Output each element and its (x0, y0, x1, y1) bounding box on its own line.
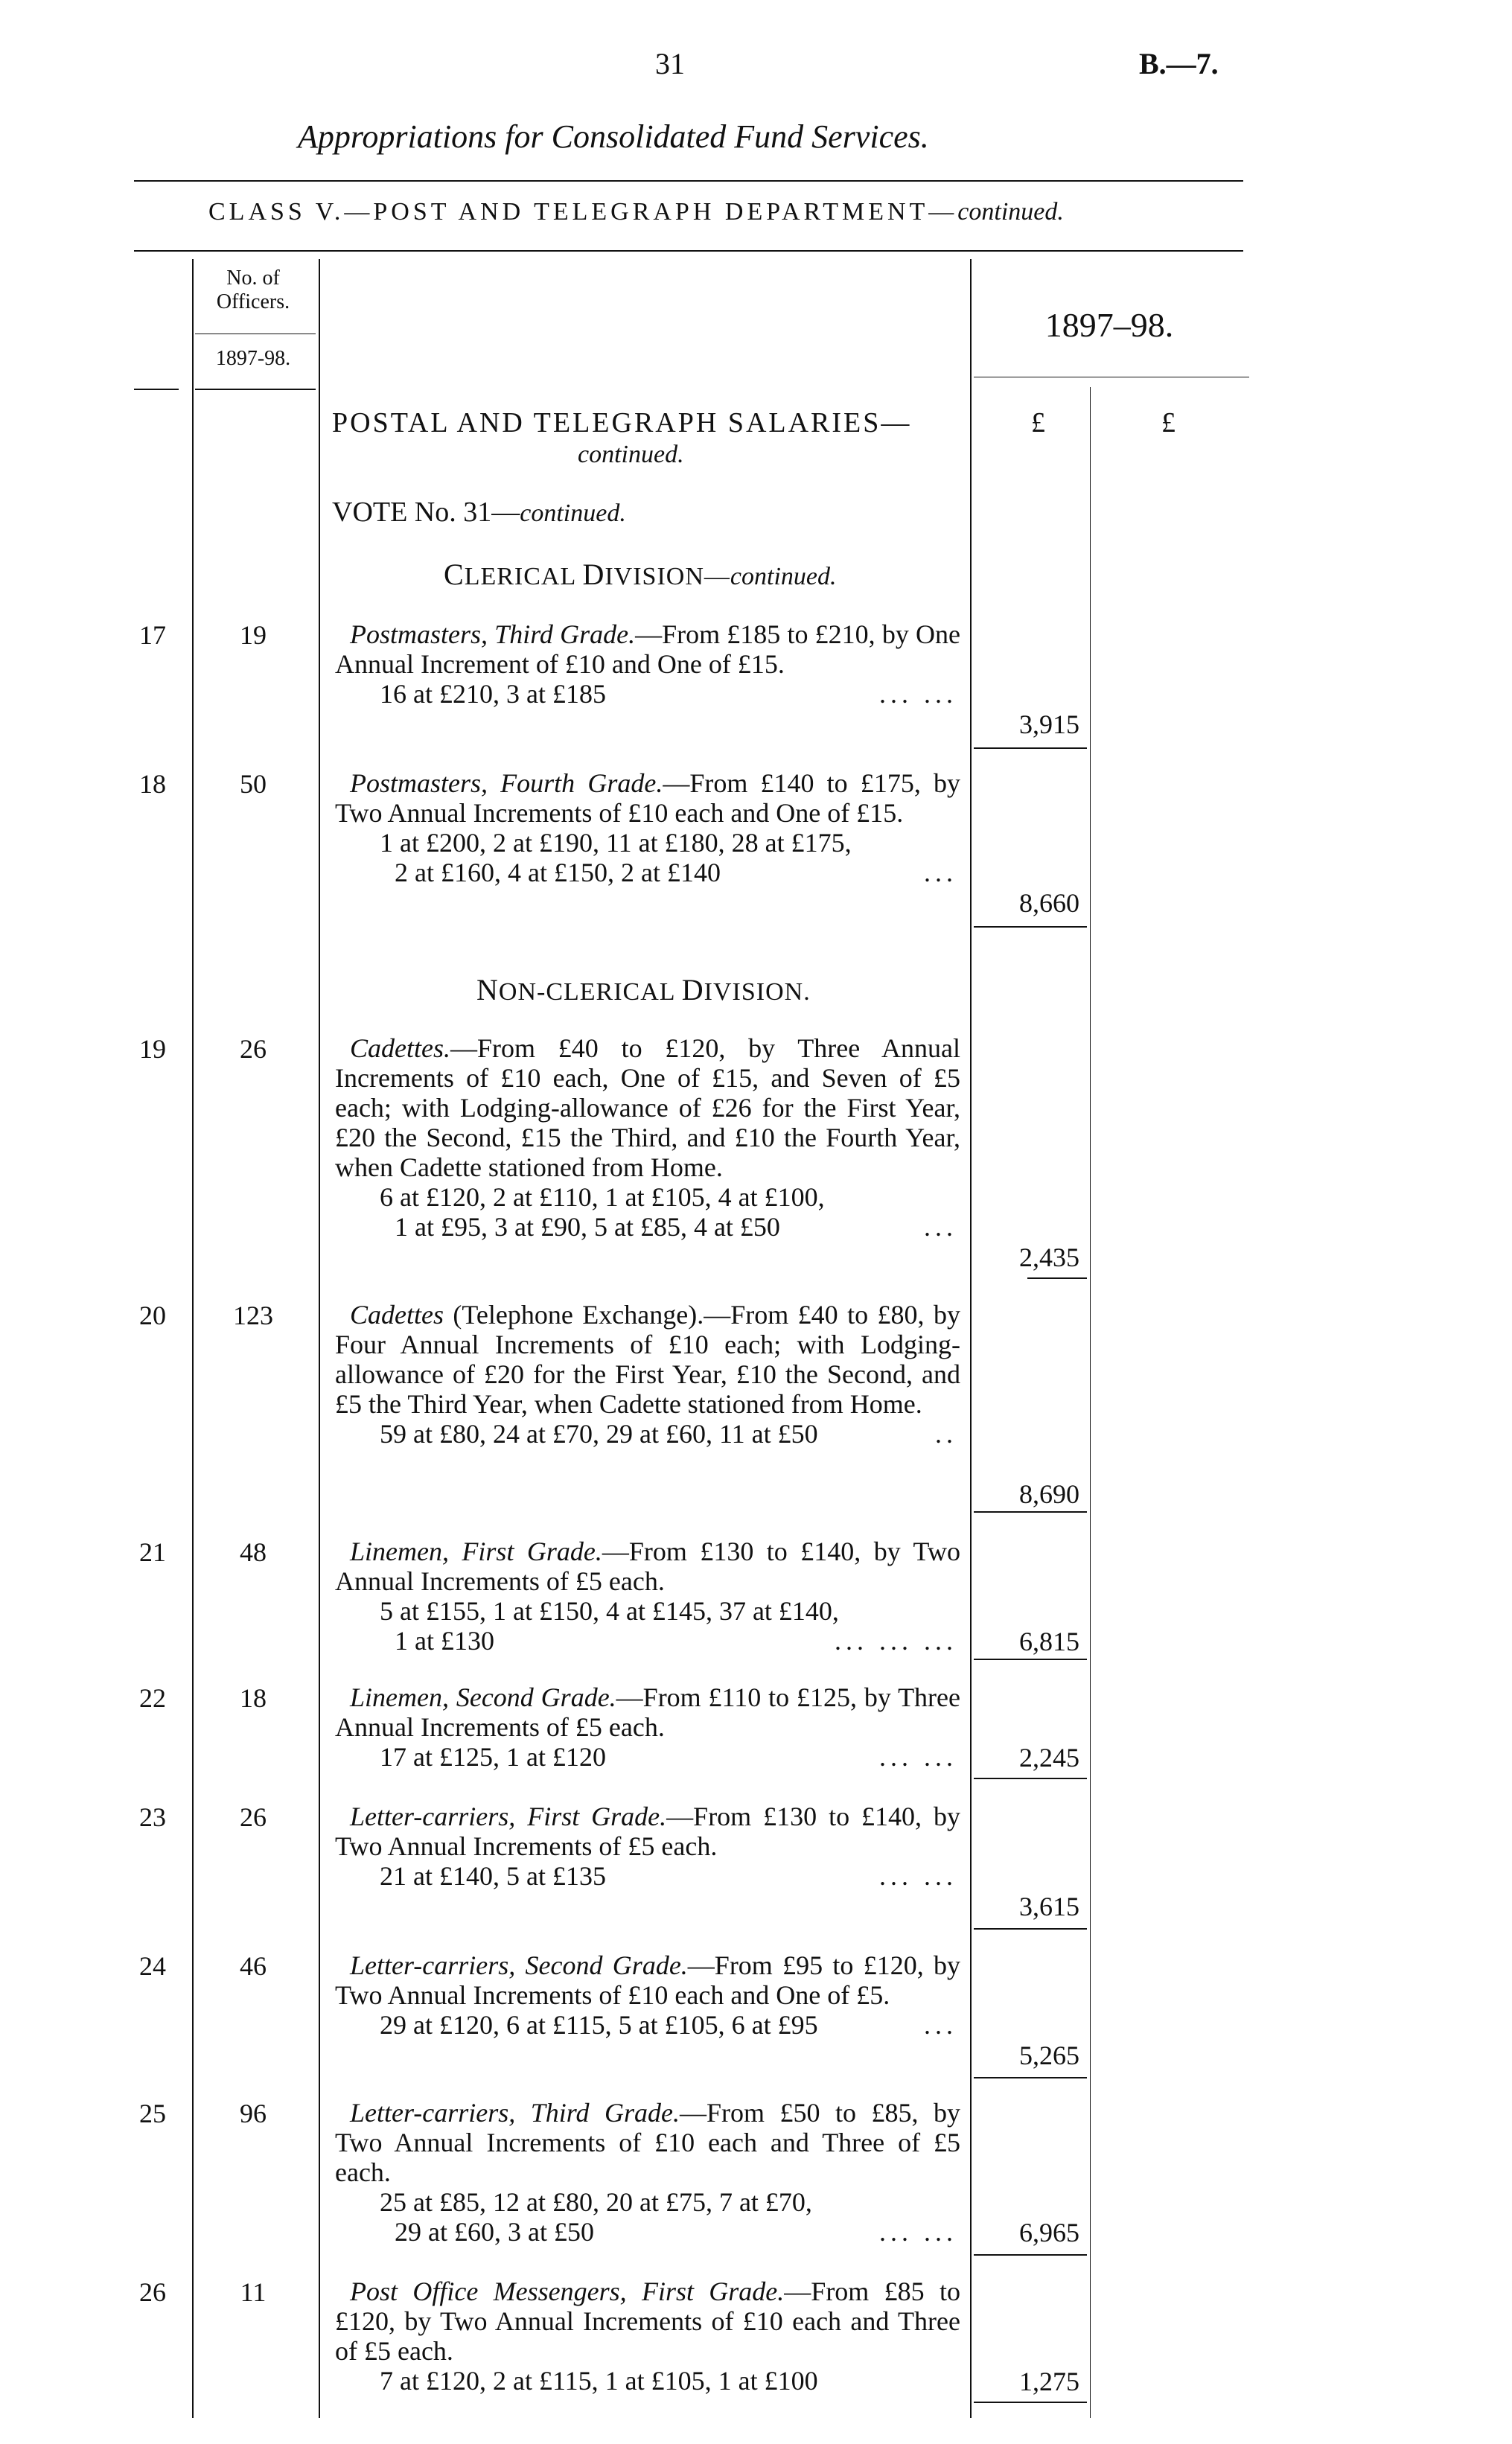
class-rule (134, 250, 1243, 252)
item-text: —From £40 to £120, by Three Annual Increments of £10 each, One of £15, and Seven of £5 each; with Lodging-allowance of £26 for the First Year, £20 the Second, £15 the Third, and £10 the Fourth Year, when Cadette stationed from Home. (335, 1033, 960, 1182)
leader-dots: ... ... (879, 679, 957, 709)
item-amount: 3,915 (1019, 709, 1079, 739)
officers-count: 26 (240, 1034, 267, 1064)
class-title-main: CLASS V.—POST AND TELEGRAPH DEPARTMENT— (208, 198, 958, 226)
amount-rule (974, 1778, 1087, 1779)
officers-count: 11 (240, 2277, 267, 2307)
officers-count: 18 (240, 1683, 267, 1713)
item-detail: 16 at £210, 3 at £185 (380, 679, 606, 709)
item-text: —From £185 to £210, by One Annual Increment of £10 and One of £15. (335, 619, 960, 679)
item-amount: 6,965 (1019, 2218, 1079, 2247)
amount-rule (974, 2254, 1087, 2256)
item-detail: 5 at £155, 1 at £150, 4 at £145, 37 at £140, (380, 1596, 839, 1626)
item-detail: 6 at £120, 2 at £110, 1 at £105, 4 at £100, (380, 1182, 825, 1212)
amount-column-year: 1897–98. (1044, 306, 1174, 344)
non-clerical-division-heading: NON-CLERICAL DIVISION. (476, 973, 811, 1006)
item-title: Postmasters, Third Grade. (350, 619, 636, 649)
item-number: 24 (139, 1951, 166, 1981)
leader-dots: ... ... ... (835, 1626, 957, 1656)
column-rule-4 (1090, 387, 1091, 2418)
item-title: Post Office Messengers, First Grade. (350, 2277, 785, 2306)
officers-count: 50 (240, 769, 267, 799)
item-number: 19 (139, 1034, 166, 1064)
header-bottom-rule-left (134, 389, 179, 390)
item-text: —From £50 to £85, by Two Annual Increments of £10 each and Three of £5 each. (335, 2098, 960, 2187)
item-description (335, 1950, 960, 2040)
item-amount: 2,245 (1019, 1743, 1079, 1773)
column-rule-2 (319, 259, 320, 2418)
section-title: POSTAL AND TELEGRAPH SALARIES— (332, 407, 912, 438)
amount-rule (974, 1511, 1087, 1513)
document-reference: B.—7. (1139, 47, 1219, 80)
leader-dots: ... ... (879, 2217, 957, 2247)
page-number: 31 (655, 47, 685, 80)
class-title (208, 198, 1064, 226)
header-bottom-rule-officers (195, 389, 316, 390)
clerical-division-heading: CLERICAL DIVISION—continued. (444, 558, 837, 591)
item-description (335, 1033, 960, 1242)
item-title: Cadettes (350, 1300, 444, 1330)
item-number: 26 (139, 2277, 166, 2307)
item-detail: 17 at £125, 1 at £120 (380, 1742, 606, 1772)
item-detail: 59 at £80, 24 at £70, 29 at £60, 11 at £50 (380, 1419, 818, 1449)
item-text: —From £130 to £140, by Two Annual Increments of £5 each. (335, 1802, 960, 1861)
vote-continued: continued. (520, 500, 626, 527)
item-amount: 6,815 (1019, 1627, 1079, 1656)
item-title: Postmasters, Fourth Grade. (350, 768, 663, 798)
item-text: (Telephone Exchange).—From £40 to £80, by Four Annual Increments of £10 each; with Lodging-allowance of £20 for the First Year, £10 the Second, and £5 the Third Year, when Cadette stationed from Home. (335, 1300, 960, 1419)
page-subtitle: Appropriations for Consolidated Fund Services. (298, 118, 929, 155)
item-detail: 29 at £60, 3 at £50 (395, 2217, 594, 2247)
amount-rule (974, 2077, 1087, 2078)
item-description (335, 1802, 960, 1891)
leader-dots: ... ... (879, 1861, 957, 1891)
item-title: Linemen, First Grade. (350, 1537, 602, 1566)
officers-column-year: 1897-98. (215, 347, 291, 370)
amount-rule (974, 2402, 1087, 2403)
item-text: —From £140 to £175, by Two Annual Increments of £10 each and One of £15. (335, 768, 960, 828)
item-amount: 1,275 (1019, 2367, 1079, 2396)
item-number: 20 (139, 1301, 166, 1330)
item-amount: 8,660 (1019, 888, 1079, 918)
leader-dots: ... (924, 858, 957, 887)
item-detail: 1 at £200, 2 at £190, 11 at £180, 28 at £175, (380, 828, 852, 858)
item-amount: 3,615 (1019, 1892, 1079, 1921)
item-detail: 25 at £85, 12 at £80, 20 at £75, 7 at £70, (380, 2187, 812, 2217)
leader-dots: .. (935, 1419, 957, 1449)
officers-count: 96 (240, 2099, 267, 2128)
item-description (335, 1537, 960, 1656)
leader-dots: ... ... (879, 1742, 957, 1772)
amount-rule (974, 747, 1087, 749)
item-number: 25 (139, 2099, 166, 2128)
item-detail: 1 at £130 (395, 1626, 494, 1656)
item-number: 22 (139, 1683, 166, 1713)
item-description (335, 2098, 960, 2247)
amount-rule (974, 1659, 1087, 1660)
item-description (335, 2277, 960, 2396)
officers-count: 19 (240, 620, 267, 650)
item-detail: 29 at £120, 6 at £115, 5 at £105, 6 at £95 (380, 2010, 818, 2040)
section-title-continued: continued. (578, 441, 684, 468)
item-detail: 7 at £120, 2 at £115, 1 at £105, 1 at £100 (380, 2366, 818, 2396)
officers-column-label: No. of Officers. (216, 267, 290, 313)
item-title: Letter-carriers, Third Grade. (350, 2098, 680, 2128)
item-description (335, 768, 960, 887)
item-detail: 21 at £140, 5 at £135 (380, 1861, 606, 1891)
item-number: 17 (139, 620, 166, 650)
item-text: —From £130 to £140, by Two Annual Increments of £5 each. (335, 1537, 960, 1596)
header-rule (134, 180, 1243, 182)
column-rule-1 (192, 259, 194, 2418)
item-text: —From £95 to £120, by Two Annual Increments of £10 each and One of £5. (335, 1950, 960, 2010)
class-title-continued: continued. (957, 198, 1064, 226)
item-title: Letter-carriers, First Grade. (350, 1802, 667, 1831)
item-text: —From £110 to £125, by Three Annual Increments of £5 each. (335, 1682, 960, 1742)
leader-dots (818, 2366, 960, 2396)
vote-heading (332, 496, 626, 529)
officers-count: 26 (240, 1802, 267, 1832)
item-detail: 2 at £160, 4 at £150, 2 at £140 (395, 858, 721, 887)
item-number: 21 (139, 1537, 166, 1567)
pound-sign-column-2: £ (1161, 407, 1176, 438)
item-title: Linemen, Second Grade. (350, 1682, 616, 1712)
item-detail: 1 at £95, 3 at £90, 5 at £85, 4 at £50 (395, 1212, 780, 1242)
item-description (335, 1300, 960, 1449)
item-text: —From £85 to £120, by Two Annual Increments of £10 each and Three of £5 each. (335, 2277, 960, 2366)
pound-sign-column-1: £ (1031, 407, 1045, 438)
officers-count: 46 (240, 1951, 267, 1981)
vote-label: VOTE No. 31— (332, 497, 520, 528)
leader-dots: ... (924, 1212, 957, 1242)
item-description (335, 619, 960, 709)
item-title: Cadettes. (350, 1033, 450, 1063)
officers-count: 123 (233, 1301, 273, 1330)
amount-rule (974, 1928, 1087, 1930)
item-description (335, 1682, 960, 1772)
item-amount: 8,690 (1019, 1479, 1079, 1509)
amount-rule (1027, 1277, 1087, 1279)
column-rule-3 (970, 259, 972, 2418)
item-amount: 5,265 (1019, 2041, 1079, 2070)
leader-dots: ... (924, 2010, 957, 2040)
item-number: 23 (139, 1802, 166, 1832)
item-title: Letter-carriers, Second Grade. (350, 1950, 688, 1980)
item-amount: 2,435 (1019, 1242, 1079, 1272)
item-number: 18 (139, 769, 166, 799)
amount-rule (974, 926, 1087, 928)
officers-count: 48 (240, 1537, 267, 1567)
